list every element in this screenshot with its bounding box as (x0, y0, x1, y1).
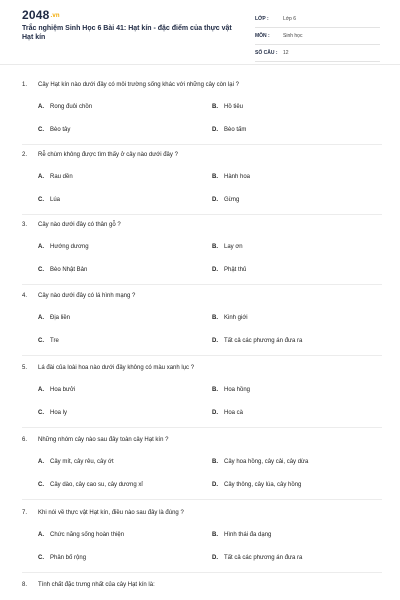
question-number: 2. (22, 152, 28, 158)
page-header (0, 0, 400, 64)
option-a[interactable] (38, 387, 75, 393)
option-letter: A. (38, 532, 44, 538)
option-letter: B. (212, 387, 218, 393)
option-text: Hoa ly (50, 410, 68, 416)
option-text: Địa liền (50, 315, 71, 321)
option-d[interactable] (212, 127, 246, 133)
option-a[interactable] (38, 532, 124, 538)
option-c[interactable] (38, 482, 143, 488)
option-letter: D. (212, 127, 218, 133)
option-letter: D. (212, 338, 218, 344)
option-a[interactable] (38, 459, 114, 465)
option-b[interactable] (212, 532, 271, 538)
option-d[interactable] (212, 197, 239, 203)
meta-label: LỚP : (255, 16, 269, 22)
question-text: Khi nói về thực vật Hạt kín, điều nào sau đây là đúng ? (38, 510, 184, 516)
option-letter: D. (212, 267, 218, 273)
question-text: Cây Hạt kín nào dưới đây có môi trường sống khác với những cây còn lại ? (38, 82, 239, 88)
option-text: Bèo tấm (224, 127, 247, 133)
option-text: Phật thủ (224, 267, 247, 273)
question-divider (22, 214, 382, 215)
option-letter: D. (212, 555, 218, 561)
option-text: Phân bố rộng (50, 555, 87, 561)
question-divider (22, 499, 382, 500)
meta-row-class (255, 14, 380, 28)
option-letter: B. (212, 104, 218, 110)
option-letter: A. (38, 315, 44, 321)
option-b[interactable] (212, 387, 250, 393)
option-d[interactable] (212, 410, 243, 416)
option-a[interactable] (38, 104, 92, 110)
option-letter: C. (38, 482, 44, 488)
question-text: Lá đài của loài hoa nào dưới đây không có màu xanh lục ? (38, 365, 195, 371)
option-text: Rau dền (50, 174, 73, 180)
meta-value: 12 (283, 50, 289, 56)
option-text: Lay ơn (224, 244, 243, 250)
option-text: Hình thái đa dạng (224, 532, 272, 538)
option-letter: B. (212, 174, 218, 180)
meta-value: Lớp 6 (283, 16, 297, 22)
meta-value: Sinh học (283, 33, 303, 39)
logo-tld: .vn (50, 12, 60, 19)
option-letter: C. (38, 127, 44, 133)
option-a[interactable] (38, 315, 70, 321)
question-number: 3. (22, 222, 28, 228)
option-text: Bèo tây (50, 127, 71, 133)
option-text: Cây thông, cây lúa, cây hồng (224, 482, 302, 488)
question-text: Tính chất đặc trưng nhất của cây Hạt kín là: (38, 582, 155, 588)
option-letter: A. (38, 104, 44, 110)
option-c[interactable] (38, 127, 70, 133)
option-text: Bèo Nhật Bản (50, 267, 88, 273)
option-letter: C. (38, 410, 44, 416)
option-b[interactable] (212, 104, 243, 110)
option-c[interactable] (38, 197, 60, 203)
question-number: 8. (22, 582, 28, 588)
question-number: 5. (22, 365, 28, 371)
question-number: 1. (22, 82, 28, 88)
question-text: Rễ chùm không được tìm thấy ở cây nào dưới đây ? (38, 152, 178, 158)
option-d[interactable] (212, 267, 246, 273)
option-letter: C. (38, 197, 44, 203)
option-text: Tre (50, 338, 59, 344)
option-text: Hồ tiêu (224, 104, 244, 110)
option-text: Hoa bưởi (50, 387, 76, 393)
option-letter: D. (212, 410, 218, 416)
option-a[interactable] (38, 244, 89, 250)
option-letter: D. (212, 197, 218, 203)
option-letter: C. (38, 267, 44, 273)
question-number: 6. (22, 437, 28, 443)
header-divider (0, 64, 400, 65)
option-d[interactable] (212, 338, 302, 344)
option-d[interactable] (212, 482, 301, 488)
question-text: Những nhóm cây nào sau đây toàn cây Hạt kín ? (38, 437, 169, 443)
option-letter: A. (38, 459, 44, 465)
option-text: Hoa hồng (224, 387, 251, 393)
option-c[interactable] (38, 410, 67, 416)
option-letter: B. (212, 244, 218, 250)
option-b[interactable] (212, 459, 308, 465)
meta-label: SỐ CÂU : (255, 50, 278, 56)
option-letter: A. (38, 174, 44, 180)
option-text: Cây hoa hồng, cây cải, cây dừa (224, 459, 309, 465)
question-number: 7. (22, 510, 28, 516)
meta-label: MÔN : (255, 33, 270, 39)
question-divider (22, 427, 382, 428)
meta-row-subject (255, 31, 380, 45)
quiz-meta (255, 14, 380, 65)
option-a[interactable] (38, 174, 73, 180)
option-text: Chức năng sống hoàn thiện (50, 532, 125, 538)
option-d[interactable] (212, 555, 302, 561)
option-c[interactable] (38, 555, 86, 561)
question-divider (22, 355, 382, 356)
option-text: Hoa cà (224, 410, 244, 416)
meta-row-count (255, 48, 380, 62)
option-letter: A. (38, 387, 44, 393)
option-letter: D. (212, 482, 218, 488)
option-text: Lúa (50, 197, 61, 203)
option-letter: B. (212, 532, 218, 538)
question-number: 4. (22, 293, 28, 299)
option-text: Rong đuôi chồn (50, 104, 93, 110)
question-divider (22, 144, 382, 145)
option-text: Hướng dương (50, 244, 89, 250)
option-c[interactable] (38, 338, 59, 344)
option-text: Tất cả các phương án đưa ra (224, 338, 303, 344)
option-b[interactable] (212, 174, 250, 180)
question-text: Cây nào dưới đây có thân gỗ ? (38, 222, 121, 228)
option-text: Cây mít, cây rêu, cây ớt (50, 459, 114, 465)
option-b[interactable] (212, 315, 248, 321)
question-divider (22, 572, 382, 573)
option-letter: C. (38, 338, 44, 344)
option-b[interactable] (212, 244, 243, 250)
option-c[interactable] (38, 267, 87, 273)
option-letter: A. (38, 244, 44, 250)
site-logo[interactable] (22, 8, 60, 22)
option-letter: B. (212, 459, 218, 465)
option-text: Tất cả các phương án đưa ra (224, 555, 303, 561)
option-letter: B. (212, 315, 218, 321)
option-letter: C. (38, 555, 44, 561)
option-text: Hành hoa (224, 174, 251, 180)
option-text: Cây dào, cây cao su, cây dương xỉ (50, 482, 143, 488)
option-text: Kinh giới (224, 315, 248, 321)
quiz-title: Trắc nghiệm Sinh Học 6 Bài 41: Hạt kín - đặc điểm của thực vật Hạt kín (22, 25, 232, 41)
option-text: Gừng (224, 197, 240, 203)
question-text: Cây nào dưới đây có lá hình mạng ? (38, 293, 136, 299)
logo-text: 2048 (22, 8, 50, 22)
question-divider (22, 284, 382, 285)
